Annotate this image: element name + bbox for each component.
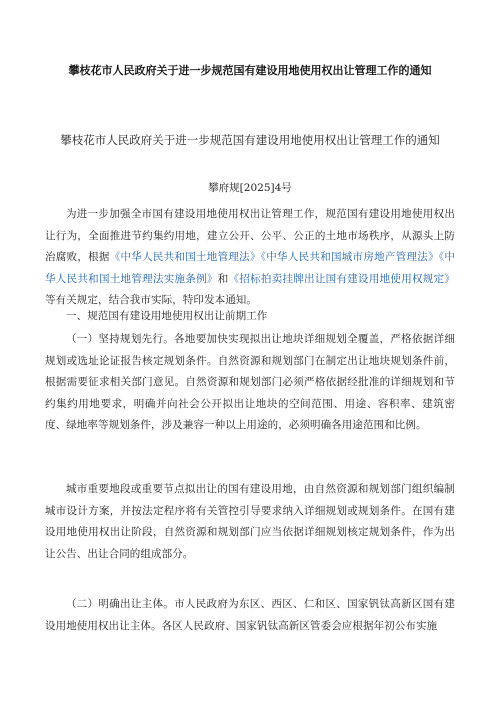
- law-link-land-management[interactable]: 《中华人民共和国土地管理法》: [109, 251, 261, 264]
- paragraph-urban-design: 城市重要地段或重要节点拟出让的国有建设用地，由自然资源和规划部门组织编制城市设计方案，并按法定程序将有关管控引导要求纳入详细规划或规划条件。在国有建设用地使用权出让阶段，自然资源和规划部门应当依据详细规划核定规划条件，作为出让公告、出让合同的组成部分。: [45, 483, 455, 560]
- law-link-land-management-regulations[interactable]: 《中华人民共和国土地管理法实施条例》: [45, 251, 455, 285]
- paragraph-transfer-subject: （二）明确出让主体。市人民政府为东区、西区、仁和区、国家钒钛高新区国有建设用地使用权出让主体。各区人民政府、国家钒钛高新区管委会应根据年初公布实施: [45, 598, 455, 632]
- intro-text-after: 等有关规定，结合我市实际，特印发本通知。: [45, 294, 257, 307]
- document-title: 攀枝花市人民政府关于进一步规范国有建设用地使用权出让管理工作的通知: [68, 64, 432, 77]
- section-heading-1: 一、规范国有建设用地使用权出让前期工作: [66, 310, 268, 322]
- paragraph-planning: （一）坚持规划先行。各地要加快实现拟出让地块详细规划全覆盖，严格依据详细规划或选址论证报告核定规划条件。自然资源和规划部门在制定出让地块规划条件前，根据需要征求相关部门意见。自然资源和规划部门必须严格依据经批准的详细规划和节约集约用地要求，明确并向社会公开拟出让地块的空间范围、用途、容积率、建筑密度、绿地率等规划条件，涉及兼容一种以上用途的，必须明确各用途范围和比例。: [45, 333, 455, 432]
- intro-text-before: 为进一步加强全市国有建设用地使用权出让管理工作，规范国有建设用地使用权出让行为，全面推进节约集约用地，建立公开、公平、公正的土地市场秩序，从源头上防治腐败，根据: [45, 208, 455, 264]
- document-number: 攀府规[2025]4号: [208, 182, 292, 194]
- intro-conjunction: 和: [217, 272, 229, 285]
- law-link-urban-real-estate[interactable]: 《中华人民共和国城市房地产管理法》: [260, 251, 439, 264]
- intro-paragraph: [45, 204, 455, 312]
- document-subtitle: 攀枝花市人民政府关于进一步规范国有建设用地使用权出让管理工作的通知: [60, 133, 440, 147]
- law-link-auction-listing-rules[interactable]: 《招标拍卖挂牌出让国有建设用地使用权规定》: [228, 272, 455, 285]
